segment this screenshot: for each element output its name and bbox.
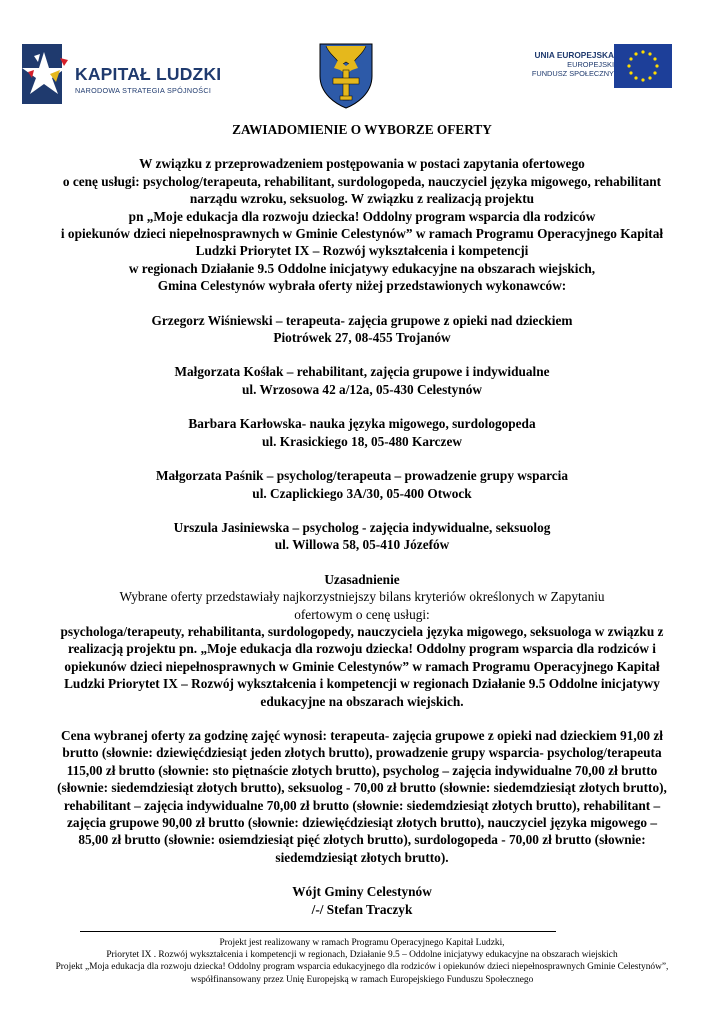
contractor-item — [26, 312, 698, 347]
justification-line: Wybrane oferty przedstawiały najkorzystniejszy bilans kryteriów określonych w Zapytaniu — [119, 589, 605, 605]
justification-line: ofertowym o cenę usługi: — [294, 606, 430, 622]
contractor-item — [26, 519, 698, 554]
intro-line: pn „Moje edukacja dla rozwoju dziecka! Oddolny program wsparcia dla rodziców — [128, 208, 596, 224]
justification-bold-block — [26, 623, 698, 710]
document-body — [26, 121, 698, 918]
price-line: (słownie: siedemdziesiąt złotych brutto), seksuolog - 70,00 zł brutto (słownie: siedemdziesiąt złotych brutto), — [57, 780, 667, 796]
contractor-address: ul. Willowa 58, 05-410 Józefów — [274, 537, 450, 553]
justification-line: edukacyjne na obszarach wiejskich. — [260, 693, 464, 709]
contractor-item — [26, 363, 698, 398]
footer-line: Priorytet IX . Rozwój wykształcenia i kompetencji w regionach, Działanie 9.5 – Oddolne inicjatywy edukacyjne na obszarach wiejskich — [106, 950, 618, 961]
signature-block — [26, 883, 698, 918]
kapital-ludzki-logo — [20, 42, 220, 108]
gmina-crest-icon — [316, 40, 376, 110]
eu-flag-icon — [614, 44, 672, 88]
contractor-name: Małgorzata Paśnik – psycholog/terapeuta – prowadzenie grupy wsparcia — [155, 468, 569, 484]
intro-line: Ludzki Priorytet IX – Rozwój wykształcenia i kompetencji — [195, 243, 529, 259]
contractor-item — [26, 415, 698, 450]
contractor-name: Barbara Karłowska- nauka języka migowego, surdologopeda — [188, 416, 536, 432]
spacer — [26, 398, 698, 415]
page-header — [0, 0, 724, 112]
contractor-name: Urszula Jasiniewska – psycholog - zajęcia indywidualne, seksuolog — [173, 519, 551, 535]
price-line: rehabilitant – zajęcia indywidualne 70,00 zł brutto (słownie: siedemdziesiąt złotych brutto), rehabilitant – — [63, 797, 661, 813]
spacer — [26, 138, 698, 155]
kapital-ludzki-subtitle: NARODOWA STRATEGIA SPÓJNOŚCI — [75, 86, 212, 95]
price-line: siedemdziesiąt złotych brutto). — [275, 849, 449, 865]
spacer — [26, 450, 698, 467]
intro-line: Gmina Celestynów wybrała oferty niżej przedstawionych wykonawców: — [157, 278, 567, 294]
intro-line: o cenę usługi: psycholog/terapeuta, rehabilitant, surdologopeda, nauczyciel języka migowego, rehabilitant — [62, 173, 662, 189]
contractor-address: ul. Czaplickiego 3A/30, 05-400 Otwock — [252, 485, 472, 501]
price-line: 85,00 zł brutto (słownie: osiemdziesiąt pięć złotych brutto), surdologopeda - 70,00 zł brutto (słownie: — [78, 832, 646, 848]
eu-line-3: FUNDUSZ SPOŁECZNY — [531, 69, 614, 78]
kapital-ludzki-star-icon — [20, 42, 72, 108]
price-line: zajęcia grupowe 90,00 zł brutto (słownie: dziewięćdziesiąt złotych brutto), nauczyciel języka migowego – — [66, 815, 658, 830]
document-title: ZAWIADOMIENIE O WYBORZE OFERTY — [232, 122, 492, 137]
eu-efs-logo — [516, 44, 676, 90]
spacer — [26, 295, 698, 312]
footer-line: współfinansowany przez Unię Europejską w ramach Europejskiego Funduszu Społecznego — [190, 974, 534, 985]
spacer — [26, 554, 698, 571]
signature-title: Wójt Gminy Celestynów — [292, 884, 432, 900]
justification-line: psychologa/terapeuty, rehabilitanta, surdologopedy, nauczyciela języka migowego, seksuologa w związku z — [60, 623, 664, 639]
justification-line: opiekunów dzieci niepełnosprawnych w Gminie Celestynów” w ramach Programu Operacyjnego Kapitał — [64, 658, 660, 674]
contractor-item — [26, 467, 698, 502]
footer-line: Projekt jest realizowany w ramach Programu Operacyjnego Kapitał Ludzki, — [219, 938, 505, 948]
signature-name: /-/ Stefan Traczyk — [311, 901, 413, 917]
price-paragraph — [26, 727, 698, 866]
contractor-name: Małgorzata Kośłak – rehabilitant, zajęcia grupowe i indywidualne — [174, 364, 550, 380]
intro-paragraph — [26, 155, 698, 294]
eu-line-1: UNIA EUROPEJSKA — [534, 50, 614, 60]
spacer — [26, 866, 698, 883]
footer-line: Projekt „Moja edukacja dla rozwoju dziecka! Oddolny program wsparcia edukacyjnego dla rodziców i opiekunów dzieci niepełnosprawnych Gminie Celestynów”, — [55, 962, 669, 973]
justification-line: realizacją projektu pn. „Moje edukacja dla rozwoju dziecka! Oddolny program wsparcia dla rodziców i — [67, 641, 656, 657]
spacer — [26, 710, 698, 727]
contractor-address: Piotrówek 27, 08-455 Trojanów — [273, 330, 451, 346]
intro-line: i opiekunów dzieci niepełnosprawnych w Gminie Celestynów” w ramach Programu Operacyjnego Kapitał — [60, 226, 664, 242]
price-line: 115,00 zł brutto (słownie: sto piętnaście złotych brutto), psycholog – zajęcia indywidualne 70,00 zł brutto — [66, 762, 658, 778]
justification-heading: Uzasadnienie — [324, 571, 400, 587]
eu-line-2: EUROPEJSKI — [567, 60, 614, 69]
contractor-name: Grzegorz Wiśniewski – terapeuta- zajęcia grupowe z opieki nad dzieckiem — [151, 312, 573, 328]
spacer — [26, 346, 698, 363]
eu-text-block — [532, 50, 614, 78]
contractor-address: ul. Krasickiego 18, 05-480 Karczew — [262, 433, 462, 449]
page-footer — [20, 937, 704, 986]
intro-line: narządu wzroku, seksuolog. W związku z realizacją projektu — [189, 191, 535, 207]
contractor-address: ul. Wrzosowa 42 a/12a, 05-430 Celestynów — [242, 381, 482, 397]
footer-divider — [80, 931, 556, 932]
price-line: Cena wybranej oferty za godzinę zajęć wynosi: terapeuta- zajęcia grupowe z opieki nad dzieckiem 91,00 zł — [61, 727, 663, 743]
justification-line: Ludzki Priorytet IX – Rozwój wykształcenia i kompetencji w regionach Działanie 9.5 Oddolne inicjatywy — [64, 676, 660, 692]
intro-line: w regionach Działanie 9.5 Oddolne inicjatywy edukacyjne na obszarach wiejskich, — [128, 260, 596, 276]
price-line: brutto (słownie: dziewięćdziesiąt jeden złotych brutto), prowadzenie grupy wsparcia- psycholog/terapeuta — [62, 745, 662, 761]
kapital-ludzki-title: KAPITAŁ LUDZKI — [75, 64, 222, 84]
justification-section — [26, 571, 698, 710]
intro-line: W związku z przeprowadzeniem postępowania w postaci zapytania ofertowego — [139, 156, 585, 172]
spacer — [26, 502, 698, 519]
